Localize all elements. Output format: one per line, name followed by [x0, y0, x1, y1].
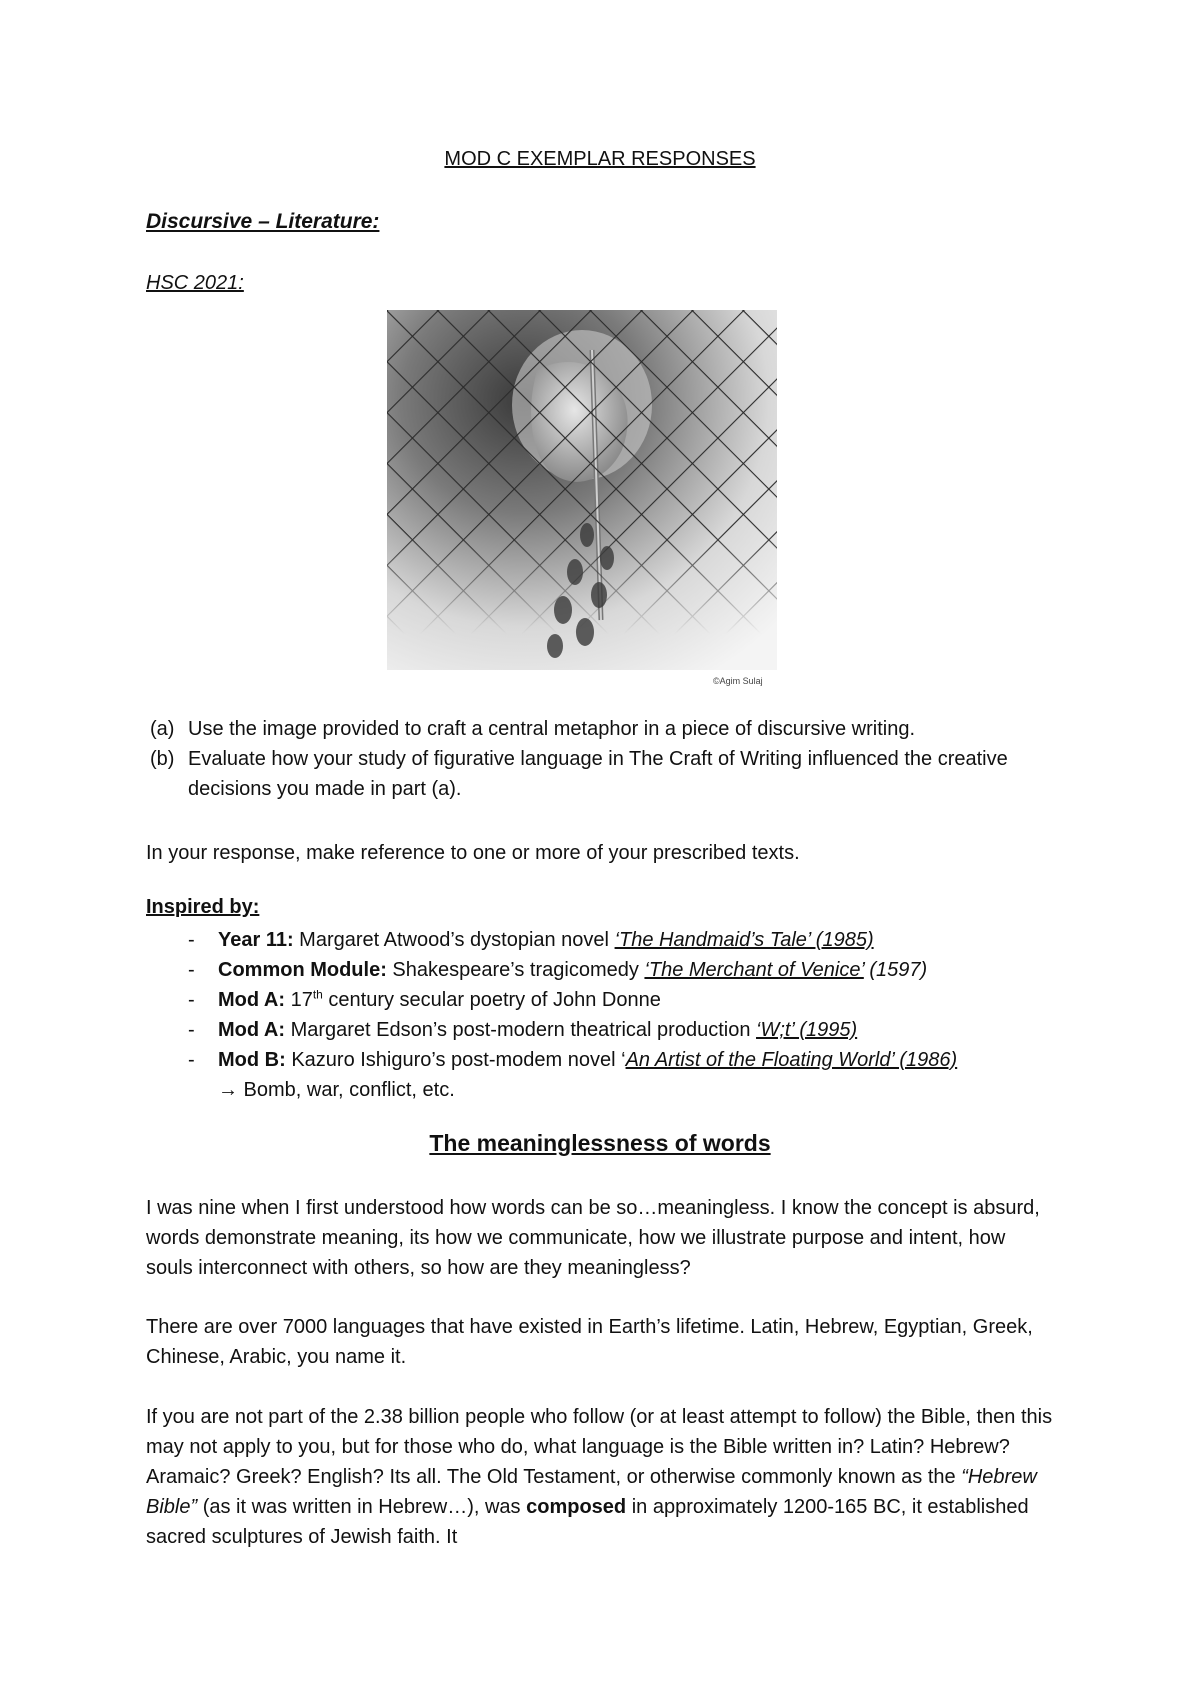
list-item: [146, 714, 1046, 744]
document-title: MOD C EXEMPLAR RESPONSES: [444, 148, 756, 170]
item-label: Mod A:: [218, 989, 286, 1011]
question-text: Use the image provided to craft a central metaphor in a piece of discursive writing.: [188, 718, 916, 740]
item-work: ‘The Merchant of Venice’: [644, 959, 864, 981]
item-text: Shakespeare’s tragicomedy: [386, 959, 645, 981]
item-label: Mod B:: [218, 1049, 286, 1071]
list-item: [146, 1045, 1066, 1075]
image-illustration: [387, 310, 777, 670]
item-text: Margaret Edson’s post-modern theatrical production: [285, 1019, 757, 1041]
inspired-heading: Inspired by:: [146, 896, 260, 918]
list-item: [146, 985, 1066, 1015]
bullet-dash: -: [188, 959, 195, 981]
reference-note: In your response, make reference to one or more of your prescribed texts.: [146, 842, 800, 864]
item-label: Mod A:: [218, 1019, 286, 1041]
bullet-dash: -: [188, 1049, 195, 1071]
section-heading: Discursive – Literature:: [146, 210, 380, 233]
p3-bold: composed: [526, 1496, 627, 1518]
item-work: An Artist of the Floating World’ (1986): [625, 1049, 958, 1071]
item-year: (1597): [863, 959, 928, 981]
p3-text-b: (as it was written in Hebrew…), was: [197, 1496, 527, 1518]
item-text: Kazuro Ishiguro’s post-modem novel ‘: [285, 1049, 626, 1071]
list-item: [146, 1015, 1066, 1045]
question-list: [146, 714, 1046, 804]
p3-text-c: in approximately 1200-165 BC, it established sacred sculptures of Jewish faith. It: [146, 1496, 1029, 1548]
item-label: Common Module:: [218, 959, 387, 981]
bullet-dash: -: [188, 1019, 195, 1041]
image-credit: ©Agim Sulaj: [713, 676, 763, 686]
item-work: ‘W;t’ (1995): [756, 1019, 858, 1041]
essay-paragraph-2: There are over 7000 languages that have existed in Earth’s lifetime. Latin, Hebrew, Egyptian, Greek, Chinese, Arabic, you name it.: [146, 1316, 1033, 1368]
essay-title: The meaninglessness of words: [429, 1130, 771, 1156]
item-work: ‘The Handmaid’s Tale’ (1985): [614, 929, 874, 951]
list-item: [146, 955, 1066, 985]
list-item: [146, 925, 1066, 955]
fence-hand-pencil-image: [387, 310, 777, 670]
exam-heading: HSC 2021:: [146, 272, 244, 294]
essay-paragraph-3: [146, 1402, 1056, 1552]
item-text: Margaret Atwood’s dystopian novel: [293, 929, 615, 951]
question-label: (b): [150, 748, 175, 770]
bullet-dash: -: [188, 929, 195, 951]
question-label: (a): [150, 718, 175, 740]
bullet-dash: -: [188, 989, 195, 1011]
inspired-list: [146, 925, 1066, 1105]
item-sup: th: [312, 987, 323, 1002]
item-label: Year 11:: [218, 929, 294, 951]
essay-paragraph-1: I was nine when I first understood how words can be so…meaningless. I know the concept is absurd, words demonstrate meaning, its how we communicate, how we illustrate purpose and intent, how souls interconnect with others, so how are they meaningless?: [146, 1197, 1040, 1279]
item-text-tail: century secular poetry of John Donne: [322, 989, 661, 1011]
question-text: Evaluate how your study of figurative language in The Craft of Writing influenced the creative decisions you made in part (a).: [188, 748, 1008, 800]
continuation-line: → Bomb, war, conflict, etc.: [218, 1079, 455, 1101]
p3-quote: “Hebrew Bible”: [146, 1466, 1037, 1518]
p3-text-a: If you are not part of the 2.38 billion people who follow (or at least attempt to follow) the Bible, then this may not apply to you, but for those who do, what language is the Bible written in? Latin? Hebrew? Aramaic? Greek? English? Its all. The Old Testament, or otherwise commonly known as the: [146, 1406, 1053, 1488]
list-item: [146, 744, 1046, 804]
item-text: 17: [285, 989, 313, 1011]
